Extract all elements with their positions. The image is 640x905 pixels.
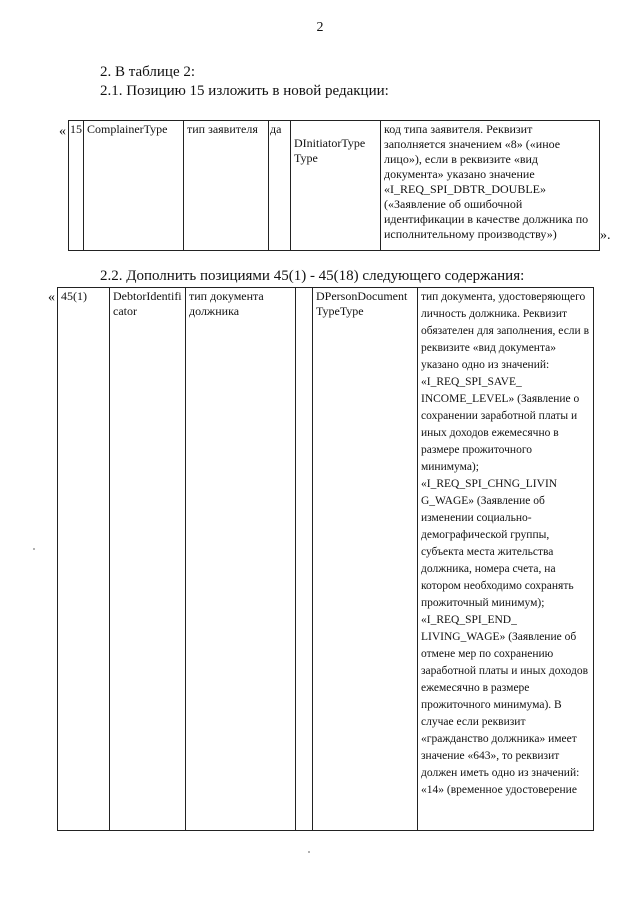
position-number-cell: 45(1) xyxy=(58,288,110,831)
element-description-cell: тип документа должника xyxy=(186,288,296,831)
required-flag-cell xyxy=(296,288,313,831)
section-heading-position-15: 2.1. Позицию 15 изложить в новой редакции: xyxy=(100,83,389,99)
element-type-text: DInitiatorType Type xyxy=(294,136,366,165)
element-name-cell: DebtorIdentificator xyxy=(110,288,186,831)
required-flag-cell: да xyxy=(269,121,291,251)
open-quote: « xyxy=(48,290,55,305)
section-heading-positions-45: 2.2. Дополнить позициями 45(1) - 45(18) следующего содержания: xyxy=(100,268,525,284)
element-type-cell: DPersonDocumentTypeType xyxy=(313,288,418,831)
table-row xyxy=(69,121,600,251)
element-type-cell xyxy=(291,121,381,251)
scan-speck xyxy=(308,851,310,853)
position-15-table xyxy=(68,120,600,251)
element-note-cell: код типа заявителя. Реквизит заполняется значением «8» («иное лицо»), если в реквизите «вид документа» указано значение «I_REQ_SPI_DBTR_DOUBLE» («Заявление об ошибочной идентификации в качестве должника по исполнительному производству») xyxy=(381,121,600,251)
element-note-cell: тип документа, удостоверяющего личность должника. Реквизит обязателен для заполнения, если в реквизите «вид документа» указано одно из значений: «I_REQ_SPI_SAVE_ INCOME_LEVEL» (Заявление о сохранении заработной платы и иных доходов ежемесячно в размере прожиточного минимума); «I_REQ_SPI_CHNG_LIVIN G_WAGE» (Заявление об изменении социально-демографической группы, субъекта места жительства должника, номера счета, на котором необходимо сохранять прожиточный минимум); «I_REQ_SPI_END_ LIVING_WAGE» (Заявление об отмене мер по сохранению заработной платы и иных доходов ежемесячно в размере прожиточного минимума). В случае если реквизит «гражданство должника» имеет значение «643», то реквизит должен иметь одно из значений: «14» (временное удостоверение xyxy=(418,288,594,831)
element-description-cell: тип заявителя xyxy=(184,121,269,251)
open-quote: « xyxy=(59,124,66,139)
position-number-cell: 15 xyxy=(69,121,84,251)
element-name-cell: ComplainerType xyxy=(84,121,184,251)
positions-45-table xyxy=(57,287,594,831)
table-row xyxy=(58,288,594,831)
page-number: 2 xyxy=(316,20,324,35)
section-heading-table-2: 2. В таблице 2: xyxy=(100,64,196,80)
scan-speck xyxy=(33,548,35,550)
close-quote: ». xyxy=(600,228,611,243)
